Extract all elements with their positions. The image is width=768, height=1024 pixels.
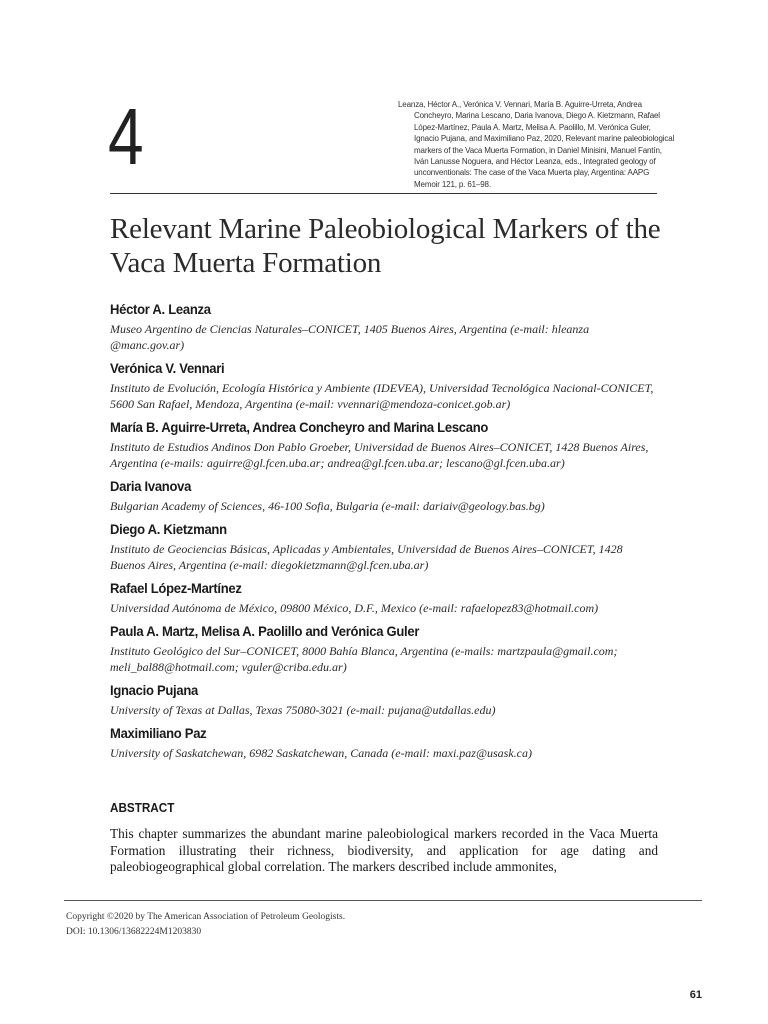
author-entry	[110, 580, 658, 616]
author-affiliation: Instituto de Geociencias Básicas, Aplicadas y Ambientales, Universidad de Buenos Aires–CONICET, 1428 Buenos Aires, Argentina (e-mail: diegokietzmann@gl.fcen.uba.ar)	[110, 542, 623, 572]
abstract-heading: ABSTRACT	[110, 800, 175, 815]
author-affiliation: Universidad Autónoma de México, 09800 México, D.F., Mexico (e-mail: rafaelopez83@hotmail.com)	[110, 601, 599, 615]
author-name: Rafael López-Martínez	[110, 580, 242, 596]
author-affiliation: Instituto Geológico del Sur–CONICET, 8000 Bahía Blanca, Argentina (e-mails: martzpaula@gmail.com; meli_bal88@hotmail.com; vguler@criba.edu.ar)	[110, 644, 618, 674]
author-name: Diego A. Kietzmann	[110, 521, 227, 537]
author-affiliation: University of Saskatchewan, 6982 Saskatchewan, Canada (e-mail: maxi.paz@usask.ca)	[110, 746, 532, 760]
author-entry	[110, 360, 658, 412]
chapter-number: 4	[108, 92, 144, 181]
author-name: Verónica V. Vennari	[110, 360, 225, 376]
author-affiliation: Museo Argentino de Ciencias Naturales–CONICET, 1405 Buenos Aires, Argentina (e-mail: hleanza @manc.gov.ar)	[110, 322, 590, 352]
abstract-text: This chapter summarizes the abundant marine paleobiological markers recorded in the Vaca Muerta Formation illustrating their richness, biodiversity, and application for age dating and paleobiogeographical global correlation. The markers described include ammonites,	[110, 826, 658, 874]
author-name: Daria Ivanova	[110, 478, 192, 494]
page-number: 61	[689, 989, 702, 1001]
author-entry	[110, 419, 658, 471]
chapter-title: Relevant Marine Paleobiological Markers of the Vaca Muerta Formation	[110, 213, 661, 279]
author-entry	[110, 301, 658, 353]
author-name: Héctor A. Leanza	[110, 301, 211, 317]
author-entry	[110, 682, 658, 718]
author-name: Maximiliano Paz	[110, 725, 207, 741]
doi-text: DOI: 10.1306/13682224M1203830	[66, 927, 202, 937]
author-affiliation: Bulgarian Academy of Sciences, 46-100 Sofia, Bulgaria (e-mail: dariaiv@geology.bas.bg)	[110, 499, 545, 513]
copyright-text: Copyright ©2020 by The American Association of Petroleum Geologists.	[66, 912, 346, 922]
author-entry	[110, 478, 658, 514]
author-affiliation: Instituto de Evolución, Ecología Histórica y Ambiente (IDEVEA), Universidad Tecnológica Nacional-CONICET, 5600 San Rafael, Mendoza, Argentina (e-mail: vvennari@mendoza-conicet.gob.ar)	[110, 381, 654, 411]
author-entry	[110, 521, 658, 573]
citation-block: Leanza, Héctor A., Verónica V. Vennari, María B. Aguirre-Urreta, Andrea Concheyro, Marina Lescano, Daria Ivanova, Diego A. Kietzmann, Rafael López-Martínez, Paula A. Martz, Melisa A. Paolillo, M. Verónica Guler, Ignacio Pujana, and Maximiliano Paz, 2020, Relevant marine paleobiological markers of the Vaca Muerta Formation, in Daniel Minisini, Manuel Fantín, Iván Lanusse Noguera, and Héctor Leanza, eds., Integrated geology of unconventionals: The case of the Vaca Muerta play, Argentina: AAPG Memoir 121, p. 61–98.	[398, 100, 675, 189]
footer-divider	[64, 900, 702, 901]
author-entry	[110, 725, 658, 761]
author-affiliation: University of Texas at Dallas, Texas 75080-3021 (e-mail: pujana@utdallas.edu)	[110, 703, 496, 717]
author-name: Ignacio Pujana	[110, 682, 198, 698]
author-name: María B. Aguirre-Urreta, Andrea Concheyro and Marina Lescano	[110, 419, 489, 435]
author-affiliation: Instituto de Estudios Andinos Don Pablo Groeber, Universidad de Buenos Aires–CONICET, 1428 Buenos Aires, Argentina (e-mails: aguirre@gl.fcen.uba.ar; andrea@gl.fcen.uba.ar; lescano@gl.fcen.uba.ar)	[110, 440, 649, 470]
author-list	[110, 301, 658, 768]
header-divider	[110, 193, 657, 194]
footer	[66, 910, 345, 940]
author-entry	[110, 623, 658, 675]
author-name: Paula A. Martz, Melisa A. Paolillo and Verónica Guler	[110, 623, 420, 639]
